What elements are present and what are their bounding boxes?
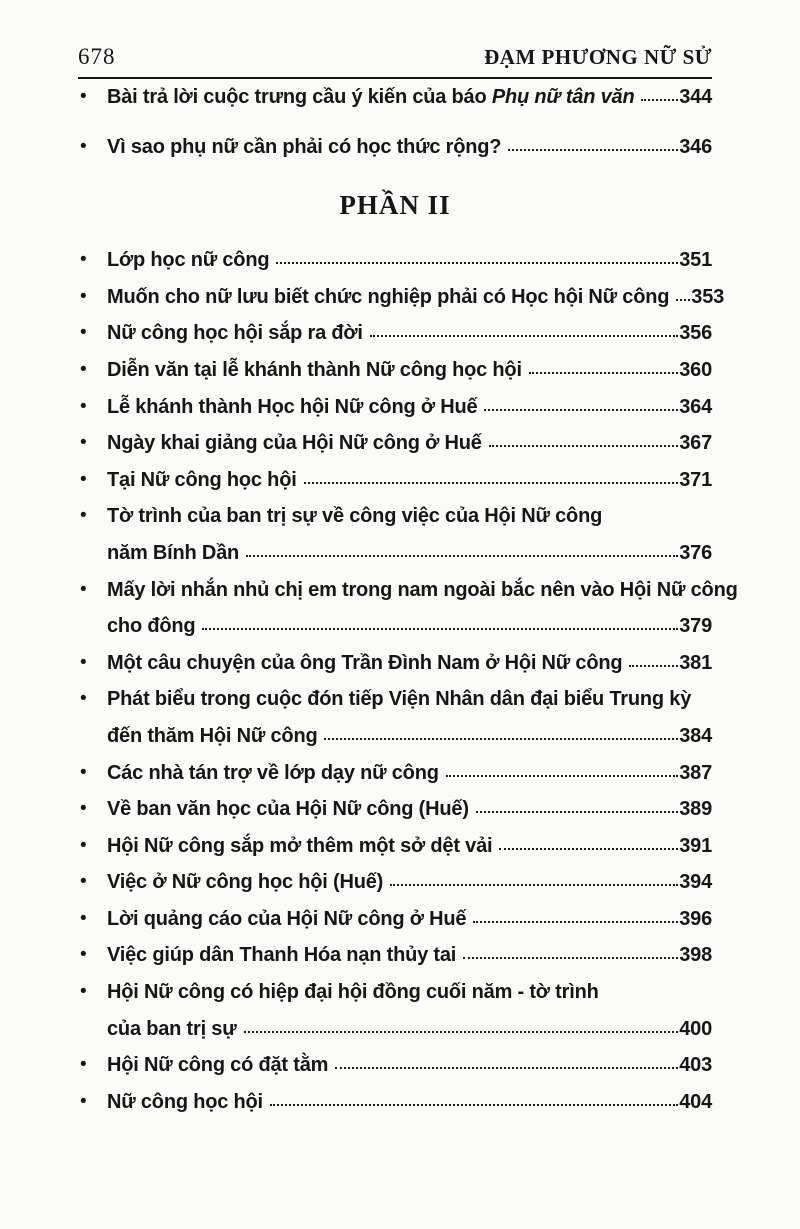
toc-entry-text: Tờ trình của ban trị sự về công việc của Hội Nữ công [107,505,603,528]
toc-page-number: 376 [679,541,712,564]
bullet-icon: • [80,761,87,783]
toc-line [107,242,712,279]
bullet-icon: • [80,798,87,820]
toc-item [78,791,712,828]
toc-entry [107,974,712,1047]
bullet-icon: • [80,1090,87,1112]
toc-entry [107,681,712,754]
toc-entry-text: cho đông [107,615,196,638]
dot-leader [446,775,678,777]
toc-page-number: 391 [679,834,712,857]
toc-entry [107,1047,712,1084]
toc-line [107,389,712,426]
dot-leader [324,738,678,740]
toc-line [107,901,712,938]
toc-page-number: 356 [679,322,712,345]
dot-leader [276,262,678,264]
bullet-icon: • [80,285,87,307]
dot-leader [244,1031,679,1033]
toc-page-number: 379 [679,615,712,638]
toc-line [107,572,738,609]
dot-leader [499,848,678,850]
toc-item [78,389,712,426]
toc-page-number: 398 [679,944,712,967]
toc-line [107,791,712,828]
dot-leader [473,921,678,923]
toc-entry-text: năm Bính Dần [107,541,240,564]
toc-page-number: 387 [679,761,712,784]
folio-page-number: 678 [78,44,116,69]
toc-entry-text: Hội Nữ công có đặt tằm [107,1054,329,1077]
toc-entry-text: Hội Nữ công sắp mở thêm một sở dệt vải [107,834,493,857]
toc-item [78,1084,712,1121]
toc-item [78,755,712,792]
toc-entry-text: Mấy lời nhắn nhủ chị em trong nam ngoài bắc nên vào Hội Nữ công [107,578,738,601]
section-title: PHẦN II [339,190,451,221]
toc-list-top [78,79,712,165]
toc-item [78,242,712,279]
dot-leader [463,957,678,959]
toc-entry-text: Hội Nữ công có hiệp đại hội đồng cuối năm - tờ trình [107,981,599,1004]
bullet-icon: • [80,688,87,710]
toc-entry-text: Muốn cho nữ lưu biết chức nghiệp phải có Học hội Nữ công [107,285,670,308]
toc-page-number: 344 [679,86,712,108]
toc-item [78,572,738,645]
running-header [78,44,712,79]
toc-entry-text: Vì sao phụ nữ cần phải có học thức rộng? [107,135,502,158]
dot-leader [641,99,678,101]
bullet-icon: • [80,135,87,157]
toc-entry [107,864,712,901]
bullet-icon: • [80,505,87,527]
bullet-icon: • [80,468,87,490]
toc-item [78,462,712,499]
toc-page-number: 367 [679,432,712,455]
dot-leader [270,1104,678,1106]
toc-entry-text: đến thăm Hội Nữ công [107,724,318,747]
bullet-icon: • [80,322,87,344]
dot-leader [508,149,678,151]
toc-line [107,974,712,1011]
toc-item [78,974,712,1047]
bullet-icon: • [80,86,87,107]
toc-page-number: 389 [679,798,712,821]
toc-line [107,1011,712,1048]
toc-entry-text: Bài trả lời cuộc trưng cầu ý kiến của báo Phụ nữ tân văn [107,86,635,108]
toc-entry-text: Tại Nữ công học hội [107,468,297,491]
toc-entry [107,352,712,389]
toc-page-number: 364 [679,395,712,418]
bullet-icon: • [80,907,87,929]
dot-leader [246,555,678,557]
toc-page-number: 400 [679,1017,712,1040]
dot-leader [489,445,679,447]
toc-line [107,681,712,718]
toc-entry [107,79,712,116]
toc-line [107,462,712,499]
toc-entry-text: Các nhà tán trợ về lớp dạy nữ công [107,761,439,784]
toc-page-number: 360 [679,358,712,381]
dot-leader [390,884,678,886]
toc-line [107,828,712,865]
toc-page-number: 381 [679,651,712,674]
toc-entry-text: Ngày khai giảng của Hội Nữ công ở Huế [107,432,482,455]
toc-entry [107,129,712,166]
toc-item [78,352,712,389]
bullet-icon: • [80,395,87,417]
toc-entry-text: Diễn văn tại lễ khánh thành Nữ công học hội [107,358,522,381]
toc-item [78,937,712,974]
toc-line [107,425,712,462]
bullet-icon: • [80,432,87,454]
toc-entry-text: của ban trị sự [107,1017,237,1040]
toc-entry [107,1084,712,1121]
toc-line [107,645,712,682]
toc-item [78,645,712,682]
toc-entry-text: Một câu chuyện của ông Trần Đình Nam ở Hội Nữ công [107,651,623,674]
toc-entry-text: Phát biểu trong cuộc đón tiếp Viện Nhân dân đại biểu Trung kỳ [107,688,692,711]
toc-entry-text: Nữ công học hội sắp ra đời [107,322,363,345]
toc-entry [107,389,712,426]
toc-line [107,1084,712,1121]
bullet-icon: • [80,981,87,1003]
toc-item [78,828,712,865]
toc-page-number: 404 [679,1090,712,1113]
toc-entry-text: Việc giúp dân Thanh Hóa nạn thủy tai [107,944,457,967]
dot-leader [202,628,678,630]
toc-item [78,1047,712,1084]
bullet-icon: • [80,578,87,600]
dot-leader [370,335,678,337]
toc-item [78,498,712,571]
toc-entry [107,755,712,792]
bullet-icon: • [80,871,87,893]
toc-entry [107,937,712,974]
toc-entry-text-italic: Phụ nữ tân văn [486,86,635,108]
toc-entry [107,572,738,645]
toc-entry [107,791,712,828]
bullet-icon: • [80,358,87,380]
toc-page-number: 346 [679,135,712,158]
toc-item [78,425,712,462]
bullet-icon: • [80,944,87,966]
toc-entry-text: Về ban văn học của Hội Nữ công (Huế) [107,798,469,821]
toc-line [107,608,712,645]
dot-leader [476,811,678,813]
toc-entry [107,279,725,316]
toc-entry [107,315,712,352]
toc-item [78,279,725,316]
bullet-icon: • [80,834,87,856]
toc-line [107,498,712,535]
toc-page-number: 394 [679,871,712,894]
toc-entry [107,498,712,571]
toc-line [107,755,712,792]
dot-leader [304,482,679,484]
toc-page-number: 353 [691,285,725,308]
bullet-icon: • [80,1054,87,1076]
toc-entry [107,242,712,279]
toc-item [78,681,712,754]
dot-leader [529,372,678,374]
running-title: ĐẠM PHƯƠNG NỮ SỬ [484,45,712,69]
toc-line [107,279,725,316]
toc-line [107,535,712,572]
toc-page-number: 384 [679,724,712,747]
dot-leader [629,665,678,667]
toc-entry [107,425,712,462]
toc-line [107,315,712,352]
bullet-icon: • [80,651,87,673]
toc-entry-text: Lớp học nữ công [107,249,270,272]
toc-entry [107,828,712,865]
toc-entry [107,462,712,499]
toc-page-number: 351 [679,249,712,272]
dot-leader [484,409,678,411]
toc-page-number: 403 [679,1054,712,1077]
toc-line [107,937,712,974]
toc-item [78,79,712,116]
toc-entry-text: Nữ công học hội [107,1090,263,1113]
toc-entry-text: Lời quảng cáo của Hội Nữ công ở Huế [107,907,467,930]
toc-line [107,718,712,755]
toc-entry-text: Lễ khánh thành Học hội Nữ công ở Huế [107,395,478,418]
toc-item [78,315,712,352]
toc-entry-text: Việc ở Nữ công học hội (Huế) [107,871,384,894]
toc-list-part2 [78,242,738,1120]
toc-line [107,129,712,166]
toc-item [78,129,712,166]
toc-line [107,352,712,389]
dot-leader [676,299,690,301]
toc-page-number: 396 [679,907,712,930]
toc-entry [107,901,712,938]
bullet-icon: • [80,249,87,271]
toc-line [107,1047,712,1084]
toc-line [107,79,712,116]
toc-line [107,864,712,901]
toc-page-number: 371 [679,468,712,491]
toc-item [78,864,712,901]
toc-entry [107,645,712,682]
toc-item [78,901,712,938]
dot-leader [335,1067,678,1069]
